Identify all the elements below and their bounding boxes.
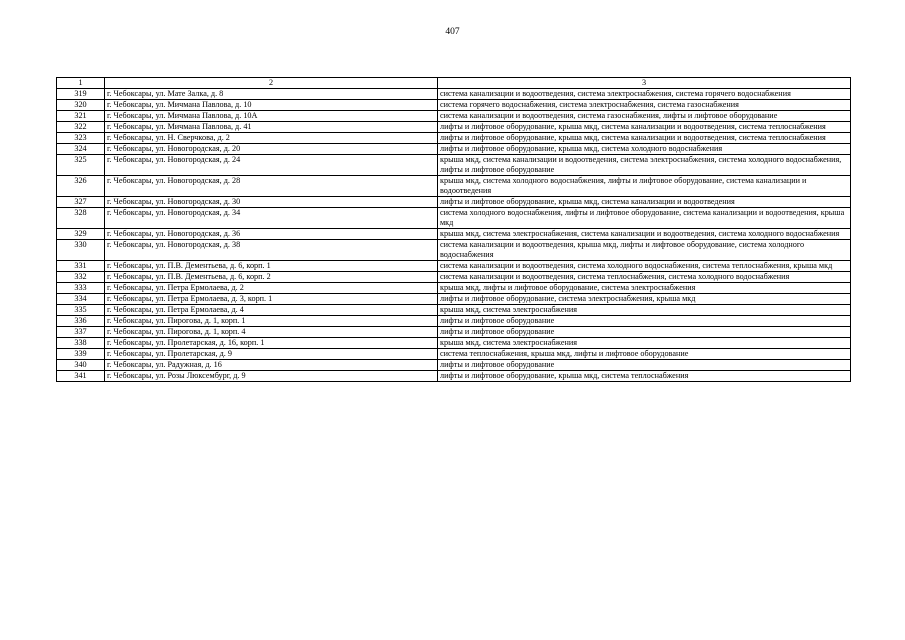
works-cell: лифты и лифтовое оборудование, крыша мкд, система теплоснабжения — [438, 371, 851, 382]
address-cell: г. Чебоксары, ул. Новогородская, д. 28 — [105, 176, 438, 197]
row-number-cell: 333 — [57, 283, 105, 294]
row-number-cell: 336 — [57, 316, 105, 327]
address-cell: г. Чебоксары, ул. Новогородская, д. 38 — [105, 240, 438, 261]
row-number-cell: 335 — [57, 305, 105, 316]
table-row — [57, 133, 851, 144]
works-cell: система горячего водоснабжения, система электроснабжения, система газоснабжения — [438, 100, 851, 111]
works-cell: лифты и лифтовое оборудование — [438, 360, 851, 371]
row-number-cell: 328 — [57, 208, 105, 229]
row-number-cell: 329 — [57, 229, 105, 240]
works-cell: лифты и лифтовое оборудование, крыша мкд, система холодного водоснабжения — [438, 144, 851, 155]
page-number: 407 — [445, 27, 460, 37]
works-cell: крыша мкд, система электроснабжения, система канализации и водоотведения, система холодного водоснабжения — [438, 229, 851, 240]
address-cell: г. Чебоксары, ул. Петра Ермолаева, д. 2 — [105, 283, 438, 294]
address-cell: г. Чебоксары, ул. Радужная, д. 16 — [105, 360, 438, 371]
works-cell: крыша мкд, система канализации и водоотведения, система электроснабжения, система холодного водоснабжения, лифты и лифтовое оборудование — [438, 155, 851, 176]
table-row — [57, 327, 851, 338]
address-cell: г. Чебоксары, ул. Пролетарская, д. 9 — [105, 349, 438, 360]
table-row — [57, 197, 851, 208]
row-number-cell: 326 — [57, 176, 105, 197]
address-cell: г. Чебоксары, ул. Мате Залка, д. 8 — [105, 89, 438, 100]
row-number-cell: 337 — [57, 327, 105, 338]
row-number-cell: 325 — [57, 155, 105, 176]
address-cell: г. Чебоксары, ул. Мичмана Павлова, д. 10А — [105, 111, 438, 122]
works-cell: лифты и лифтовое оборудование, крыша мкд, система канализации и водоотведения — [438, 197, 851, 208]
works-cell: система канализации и водоотведения, система газоснабжения, лифты и лифтовое оборудование — [438, 111, 851, 122]
table-row — [57, 371, 851, 382]
address-cell: г. Чебоксары, ул. Мичмана Павлова, д. 41 — [105, 122, 438, 133]
works-cell: лифты и лифтовое оборудование, система электроснабжения, крыша мкд — [438, 294, 851, 305]
address-cell: г. Чебоксары, ул. Пирогова, д. 1, корп. 1 — [105, 316, 438, 327]
row-number-cell: 341 — [57, 371, 105, 382]
works-cell: система канализации и водоотведения, система электроснабжения, система горячего водоснабжения — [438, 89, 851, 100]
address-cell: г. Чебоксары, ул. Пролетарская, д. 16, корп. 1 — [105, 338, 438, 349]
table-row — [57, 208, 851, 229]
works-cell: крыша мкд, лифты и лифтовое оборудование, система электроснабжения — [438, 283, 851, 294]
table-row — [57, 122, 851, 133]
works-cell: система канализации и водоотведения, крыша мкд, лифты и лифтовое оборудование, система холодного водоснабжения — [438, 240, 851, 261]
row-number-cell: 321 — [57, 111, 105, 122]
table-row — [57, 89, 851, 100]
table-row — [57, 316, 851, 327]
address-cell: г. Чебоксары, ул. Новогородская, д. 30 — [105, 197, 438, 208]
works-cell: лифты и лифтовое оборудование, крыша мкд, система канализации и водоотведения, система теплоснабжения — [438, 122, 851, 133]
works-cell: крыша мкд, система электроснабжения — [438, 338, 851, 349]
table-row — [57, 144, 851, 155]
column-header-works: 3 — [438, 78, 851, 89]
row-number-cell: 334 — [57, 294, 105, 305]
table-row — [57, 283, 851, 294]
table-row — [57, 305, 851, 316]
row-number-cell: 319 — [57, 89, 105, 100]
works-cell: лифты и лифтовое оборудование, крыша мкд, система канализации и водоотведения, система теплоснабжения — [438, 133, 851, 144]
row-number-cell: 324 — [57, 144, 105, 155]
table-row — [57, 111, 851, 122]
column-header-number: 1 — [57, 78, 105, 89]
table-row — [57, 100, 851, 111]
table-body — [57, 89, 851, 382]
works-cell: система канализации и водоотведения, система холодного водоснабжения, система теплоснабжения, крыша мкд — [438, 261, 851, 272]
works-cell: система теплоснабжения, крыша мкд, лифты и лифтовое оборудование — [438, 349, 851, 360]
address-cell: г. Чебоксары, ул. Мичмана Павлова, д. 10 — [105, 100, 438, 111]
table-row — [57, 360, 851, 371]
table-row — [57, 176, 851, 197]
table-header — [57, 78, 851, 89]
works-cell: система холодного водоснабжения, лифты и лифтовое оборудование, система канализации и водоотведения, крыша мкд — [438, 208, 851, 229]
table-row — [57, 240, 851, 261]
table-row — [57, 155, 851, 176]
address-cell: г. Чебоксары, ул. Петра Ермолаева, д. 3, корп. 1 — [105, 294, 438, 305]
row-number-cell: 322 — [57, 122, 105, 133]
row-number-cell: 332 — [57, 272, 105, 283]
row-number-cell: 338 — [57, 338, 105, 349]
address-cell: г. Чебоксары, ул. Новогородская, д. 20 — [105, 144, 438, 155]
table-row — [57, 229, 851, 240]
address-cell: г. Чебоксары, ул. Пирогова, д. 1, корп. 4 — [105, 327, 438, 338]
row-number-cell: 331 — [57, 261, 105, 272]
address-cell: г. Чебоксары, ул. П.В. Дементьева, д. 6, корп. 2 — [105, 272, 438, 283]
address-cell: г. Чебоксары, ул. П.В. Дементьева, д. 6, корп. 1 — [105, 261, 438, 272]
row-number-cell: 330 — [57, 240, 105, 261]
table-row — [57, 294, 851, 305]
column-header-address: 2 — [105, 78, 438, 89]
table-row — [57, 272, 851, 283]
table-row — [57, 349, 851, 360]
address-cell: г. Чебоксары, ул. Новогородская, д. 36 — [105, 229, 438, 240]
row-number-cell: 340 — [57, 360, 105, 371]
buildings-table — [56, 77, 851, 382]
works-cell: крыша мкд, система холодного водоснабжения, лифты и лифтовое оборудование, система канализации и водоотведения — [438, 176, 851, 197]
row-number-cell: 327 — [57, 197, 105, 208]
address-cell: г. Чебоксары, ул. Новогородская, д. 24 — [105, 155, 438, 176]
address-cell: г. Чебоксары, ул. Петра Ермолаева, д. 4 — [105, 305, 438, 316]
works-cell: лифты и лифтовое оборудование — [438, 327, 851, 338]
works-cell: лифты и лифтовое оборудование — [438, 316, 851, 327]
row-number-cell: 320 — [57, 100, 105, 111]
address-cell: г. Чебоксары, ул. Новогородская, д. 34 — [105, 208, 438, 229]
works-cell: система канализации и водоотведения, система теплоснабжения, система холодного водоснабжения — [438, 272, 851, 283]
table-row — [57, 338, 851, 349]
header-row — [57, 78, 851, 89]
table-row — [57, 261, 851, 272]
address-cell: г. Чебоксары, ул. Н. Сверчкова, д. 2 — [105, 133, 438, 144]
works-cell: крыша мкд, система электроснабжения — [438, 305, 851, 316]
row-number-cell: 339 — [57, 349, 105, 360]
address-cell: г. Чебоксары, ул. Розы Люксембург, д. 9 — [105, 371, 438, 382]
row-number-cell: 323 — [57, 133, 105, 144]
